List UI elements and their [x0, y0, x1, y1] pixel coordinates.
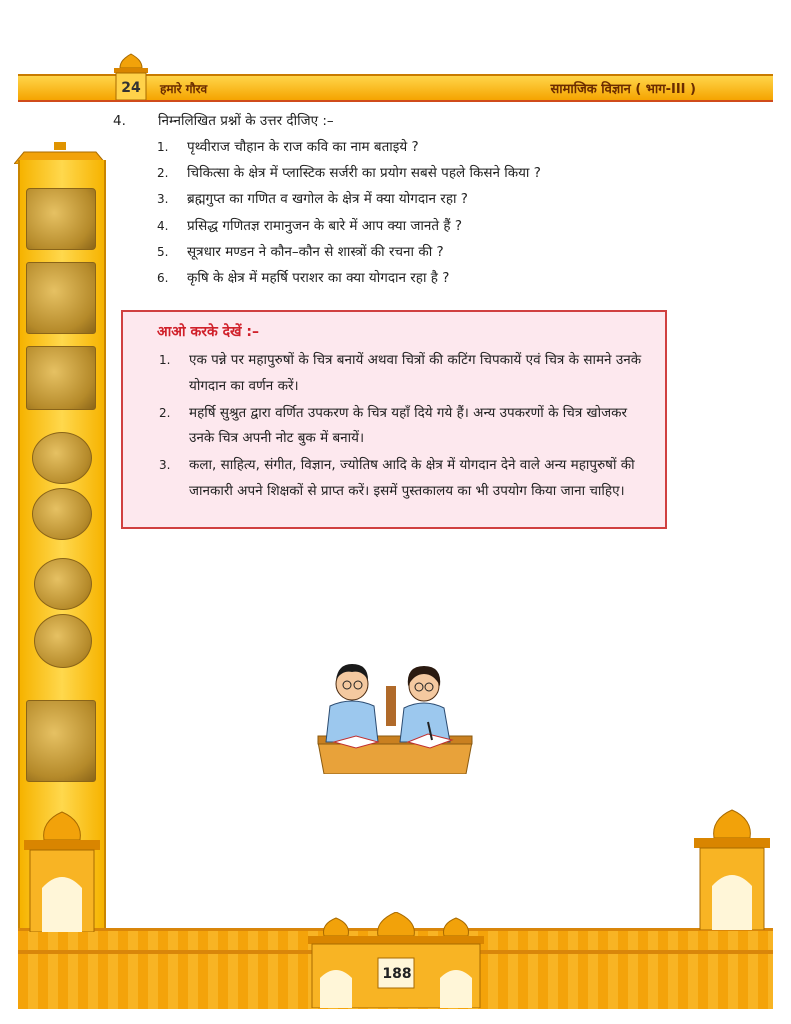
- item-number: 4.: [157, 218, 169, 233]
- page-number: 188: [382, 966, 412, 982]
- item-text: कृषि के क्षेत्र में महर्षि पराशर का क्या योगदान रहा है ?: [187, 269, 450, 286]
- center-gate-icon: [306, 912, 486, 1008]
- seal-artifact-icon: [26, 188, 96, 250]
- list-item: [159, 453, 649, 505]
- chapter-number: 24: [121, 80, 141, 96]
- item-text: सूत्रधार मण्डन ने कौन–कौन से शास्त्रों की रचना की ?: [187, 243, 444, 260]
- coin-icon: [32, 432, 92, 484]
- list-item: [159, 348, 649, 400]
- item-text: महर्षि सुश्रुत द्वारा वर्णित उपकरण के चित्र यहाँ दिये गये हैं। अन्य उपकरणों के चित्र खोजकर उनके चित्र अपनी नोट बुक में बनायें।: [189, 404, 628, 447]
- question-instruction: निम्नलिखित प्रश्नों के उत्तर दीजिए :–: [158, 113, 334, 129]
- left-kiosk-icon: [20, 808, 104, 932]
- item-number: 6.: [157, 270, 169, 285]
- list-item: [159, 401, 649, 453]
- item-text: एक पन्ने पर महापुरुषों के चित्र बनायें अथवा चित्रों की कटिंग चिपकायें एवं चित्र के सामने उनके योगदान का वर्णन करें।: [189, 352, 642, 394]
- list-item: [157, 268, 541, 294]
- script-tablet-icon: [26, 262, 96, 334]
- list-item: [157, 137, 541, 163]
- list-item: [157, 242, 541, 268]
- item-text: प्रसिद्ध गणितज्ञ रामानुजन के बारे में आप क्या जानते हैं ?: [187, 217, 463, 234]
- coin-icon: [34, 558, 92, 610]
- book-title: सामाजिक विज्ञान ( भाग-III ): [550, 82, 696, 97]
- item-number: 5.: [157, 244, 169, 259]
- texture-panel-icon: [26, 346, 96, 410]
- activity-list: [159, 348, 649, 506]
- activity-box: [121, 310, 667, 529]
- item-number: 1.: [159, 353, 171, 367]
- students-studying-illustration: [316, 656, 474, 774]
- item-text: पृथ्वीराज चौहान के राज कवि का नाम बताइये ?: [187, 139, 419, 155]
- item-number: 2.: [159, 405, 171, 420]
- question-list: [157, 137, 541, 294]
- question-number: 4.: [113, 113, 126, 129]
- item-number: 3.: [159, 458, 171, 473]
- item-text: ब्रह्मगुप्त का गणित व खगोल के क्षेत्र में क्या योगदान रहा ?: [187, 191, 468, 208]
- item-number: 1.: [157, 140, 169, 154]
- item-number: 3.: [157, 192, 169, 207]
- sculpture-panel-icon: [26, 700, 96, 782]
- coin-icon: [32, 488, 92, 540]
- item-text: कला, साहित्य, संगीत, विज्ञान, ज्योतिष आदि के क्षेत्र में योगदान देने वाले अन्य महापुरुषों की जानकारी अपने शिक्षकों से प्राप्त करें। इसमें पुस्तकालय का भी उपयोग किया जाना चाहिए।: [189, 457, 635, 499]
- right-kiosk-icon: [690, 806, 774, 930]
- question-heading: [113, 111, 334, 129]
- list-item: [157, 216, 541, 242]
- activity-title: आओ करके देखें :–: [157, 324, 259, 340]
- chapter-title: हमारे गौरव: [160, 82, 208, 96]
- list-item: [157, 189, 541, 215]
- item-number: 2.: [157, 166, 169, 181]
- coin-icon: [34, 614, 92, 668]
- list-item: [157, 163, 541, 189]
- item-text: चिकित्सा के क्षेत्र में प्लास्टिक सर्जरी का प्रयोग सबसे पहले किसने किया ?: [187, 165, 541, 182]
